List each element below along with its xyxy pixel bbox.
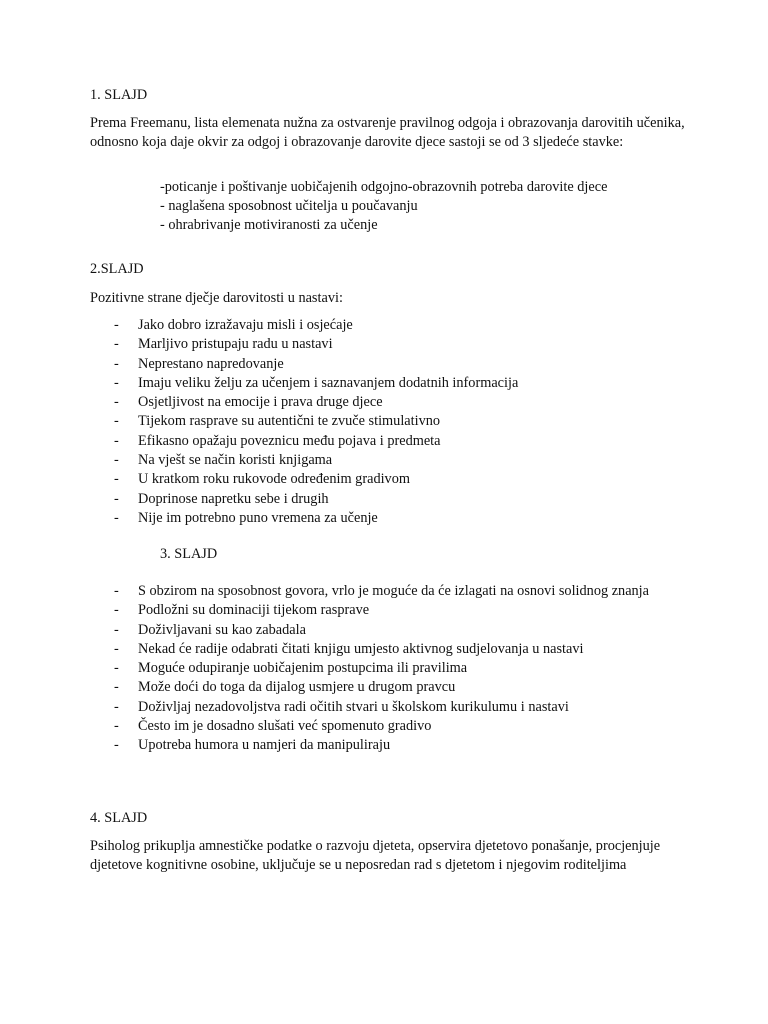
list-item: - naglašena sposobnost učitelja u poučavanju — [160, 198, 418, 214]
dash-marker: - — [114, 336, 119, 353]
dash-marker: - — [114, 432, 119, 449]
list-item — [90, 640, 690, 659]
list-item — [90, 601, 690, 620]
dash-marker: - — [114, 413, 119, 430]
list-item-text: Nekad će radije odabrati čitati knjigu umjesto aktivnog sudjelovanja u nastavi — [138, 640, 584, 657]
list-item — [90, 374, 690, 393]
list-item — [90, 621, 690, 640]
list-item-text: Efikasno opažaju poveznicu među pojava i predmeta — [138, 432, 441, 449]
list-item — [90, 412, 690, 431]
list-item — [90, 393, 690, 412]
list-item — [90, 717, 690, 736]
dash-marker: - — [114, 452, 119, 469]
dash-marker: - — [114, 698, 119, 715]
dash-marker: - — [114, 317, 119, 333]
list-item-text: Može doći do toga da dijalog usmjere u drugom pravcu — [138, 679, 456, 696]
slide-2-list — [90, 316, 690, 528]
list-item — [90, 451, 690, 470]
list-item-text: U kratkom roku rukovode određenim gradivom — [138, 471, 410, 488]
dash-marker: - — [114, 737, 119, 754]
slide-2-intro: Pozitivne strane dječje darovitosti u nastavi: — [90, 290, 343, 306]
list-item-text: S obzirom na sposobnost govora, vrlo je moguće da će izlagati na osnovi solidnog znanja — [138, 583, 650, 599]
slide-1-list — [160, 178, 700, 235]
list-item — [90, 736, 690, 755]
list-item-text: Osjetljivost na emocije i prava druge djece — [138, 394, 383, 411]
list-item-text: Moguće odupiranje uobičajenim postupcima ili pravilima — [138, 660, 468, 677]
list-item — [90, 335, 690, 354]
slide-3-list — [90, 582, 690, 756]
dash-marker: - — [114, 718, 119, 735]
list-item — [90, 698, 690, 717]
list-item-text: Često im je dosadno slušati već spomenuto gradivo — [138, 718, 432, 735]
list-item — [90, 490, 690, 509]
list-item-text: Marljivo pristupaju radu u nastavi — [138, 336, 333, 353]
dash-marker: - — [114, 602, 119, 619]
list-item-text: Podložni su dominaciji tijekom rasprave — [138, 602, 370, 619]
list-item — [90, 470, 690, 489]
dash-marker: - — [114, 471, 119, 488]
list-item-text: Jako dobro izražavaju misli i osjećaje — [138, 317, 353, 333]
slide-2-heading: 2.SLAJD — [90, 261, 144, 277]
dash-marker: - — [114, 583, 119, 599]
list-item-text: Neprestano napredovanje — [138, 355, 284, 372]
dash-marker: - — [114, 679, 119, 696]
list-item: - ohrabrivanje motiviranosti za učenje — [160, 217, 378, 233]
list-item: -poticanje i poštivanje uobičajenih odgojno-obrazovnih potreba darovite djece — [160, 179, 608, 195]
list-item — [90, 678, 690, 697]
list-item-text: Upotreba humora u namjeri da manipuliraju — [138, 737, 391, 754]
list-item — [90, 355, 690, 374]
dash-marker: - — [114, 660, 119, 677]
slide-1-heading: 1. SLAJD — [90, 87, 148, 103]
dash-marker: - — [114, 394, 119, 411]
list-item-text: Doprinose napretku sebe i drugih — [138, 490, 329, 507]
dash-marker: - — [114, 490, 119, 507]
dash-marker: - — [114, 374, 119, 391]
list-item — [90, 582, 690, 601]
list-item-text: Doživljavani su kao zabadala — [138, 621, 306, 638]
list-item — [90, 659, 690, 678]
list-item-text: Nije im potrebno puno vremena za učenje — [138, 509, 378, 526]
dash-marker: - — [114, 621, 119, 638]
list-item-text: Doživljaj nezadovoljstva radi očitih stvari u školskom kurikulumu i nastavi — [138, 698, 569, 715]
dash-marker: - — [114, 355, 119, 372]
slide-4-heading: 4. SLAJD — [90, 810, 148, 826]
slide-3-heading: 3. SLAJD — [160, 546, 218, 562]
list-item — [90, 509, 690, 528]
dash-marker: - — [114, 509, 119, 526]
slide-4-body: Psiholog prikuplja amnestičke podatke o razvoju djeteta, opservira djetetovo ponašanje, procjenjuje djetetove kognitivne osobine, uključuje se u neposredan rad s djetetom i njegovim roditeljima — [90, 838, 661, 873]
list-item-text: Imaju veliku želju za učenjem i saznavanjem dodatnih informacija — [138, 374, 519, 391]
list-item-text: Na vješt se način koristi knjigama — [138, 452, 333, 469]
list-item — [90, 432, 690, 451]
list-item — [90, 316, 690, 335]
slide-1-intro: Prema Freemanu, lista elemenata nužna za ostvarenje pravilnog odgoja i obrazovanja darovitih učenika, odnosno koja daje okvir za odgoj i obrazovanje darovite djece sastoji se od 3 sljedeće stavke: — [90, 115, 685, 150]
list-item-text: Tijekom rasprave su autentični te zvuče stimulativno — [138, 413, 441, 430]
dash-marker: - — [114, 640, 119, 657]
